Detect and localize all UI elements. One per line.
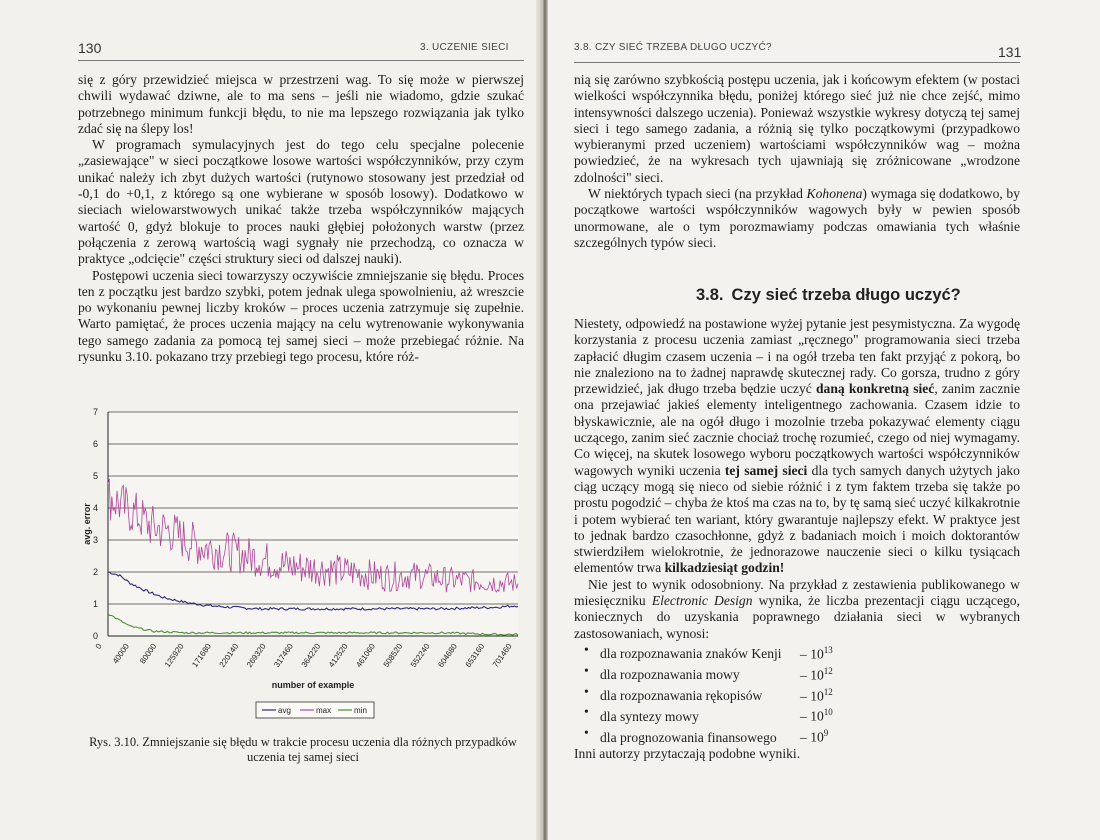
y-tick-label: 1 [92,599,98,609]
x-tick-label: 412520 [326,641,350,670]
paragraph-kohonen: W niektórych typach sieci (na przykład Kohonena) wymaga się dodatkowo, by początkowe wartości współczynników wagowych były w pewien sposób unormowane, ale o tym porozmawiamy podczas omawiania tych właśnie szczególnych typów sieci. [574,186,1020,250]
right-body-text-top [574,72,1020,251]
y-tick-label: 5 [92,471,98,481]
y-tick-label: 7 [92,407,98,417]
paragraph: Inni autorzy przytaczają podobne wyniki. [574,746,801,762]
x-tick-label: 653160 [463,641,487,670]
right-page [548,0,1100,840]
error-chart [78,396,530,726]
x-axis-label: number of example [271,680,355,690]
x-tick-label: 40000 [110,641,131,666]
section-number: 3.8. [696,286,724,304]
x-tick-label: 80000 [138,641,159,666]
x-tick-label: 0 [93,641,104,651]
paragraph: Nie jest to wynik odosobniony. Na przykład z zestawienia publikowanego w miesięczniku Electronic Design wynika, że liczba prezentacji ciągu uczącego, koniecznych do uzyskania poprawnego działania sieci w wybranych zastosowaniach, wynosi: [574,576,1020,641]
legend-label: max [316,706,332,715]
list-item: • dla rozpoznawania znaków Kenji – $10^{13}$ [584,642,1020,663]
paragraph: się z góry przewidzieć miejsca w przestrzeni wag. To się może w pierwszej chwili wydawać dziwne, ale to ma sens – jeśli nie wiadomo, gdzie szukać potrzebnego minimum funkcji błędu, to nie ma lepszego rozwiązania jak tylko zdać się na ślepy los! [78,72,524,136]
paragraph: nią się zarówno szybkością postępu uczenia, jak i końcowym efektem (w postaci wielkości współczynnika błędu, poniżej którego sieć już nie chce zejść, mimo intensywności dalszego uczenia). Ponieważ wszystkie wykresy dotyczą tej samej sieci i tego samego zadania, a różnią się tylko początkowymi (przypadkowo wybieranymi przed uczeniem) wartościami współczynników wag – można powiedzieć, że na wykresach tych ujawniają się zróżnicowane „wrodzone zdolności" sieci. [574,72,1020,185]
page-number-left: 130 [78,40,102,56]
legend-label: min [354,706,367,715]
paragraph: Niestety, odpowiedź na postawione wyżej pytanie jest pesymistyczna. Za wygodę korzystania z procesu uczenia zamiast „ręcznego" programowania sieci trzeba zapłacić długim czasem uczenia – i na ogół trzeba ten fakt przyjąć z pokorą, bo nie znaleziono na to żadnej naprawdę skutecznej rady. Co gorsza, trudno z góry przewidzieć, jak długo trzeba będzie uczyć daną konkretną sieć, zanim zacznie ona przejawiać jakieś elementy inteligentnego zachowania. Czasem idzie to błyskawicznie, ale na ogół długo i mozolnie trzeba pokazywać elementy ciągu uczącego, zanim sieć zacznie chociaż trochę rozumieć, czego od niej wymagamy. Co więcej, na skutek losowego wyboru początkowych wartości współczynników wagowych wyniki uczenia tej samej sieci dla tych samych danych użytych jako ciąg uczący mogą się nieco od siebie różnić i z tym faktem trzeba się także po prostu pogodzić – chyba że ktoś ma czas na to, by tę samą sieć uczyć kilkakrotnie i potem wybierać ten wariant, który gwarantuje najlepszy efekt. W praktyce jest to jednak bardzo czasochłonne, gdyż z badaniach moich i moich doktorantów stwierdziłem wielokrotnie, że jednorazowe nauczenie sieci o kilku tysiącach elementów trwa kilkadziesiąt godzin! [574,316,1021,576]
legend-label: avg [278,706,291,715]
list-item: • dla rozpoznawania rękopisów – $10^{12}$ [584,684,1020,705]
left-body-text [78,72,524,365]
x-tick-label: 220140 [217,641,241,670]
x-tick-label: 171680 [190,641,213,670]
x-tick-label: 552240 [408,641,432,670]
y-tick-label: 2 [92,567,98,577]
running-head-right: 3.8. CZY SIEĆ TRZEBA DŁUGO UCZYĆ? [574,42,772,53]
section-heading [696,286,961,305]
x-tick-label: 508520 [381,641,405,670]
x-tick-label: 125920 [162,641,186,670]
y-tick-label: 3 [92,535,98,545]
paragraph: W programach symulacyjnych jest do tego celu specjalne polecenie „zasiewające" w sieci początkowe losowe wartości współczynników, przy czym unikać należy ich zbyt dużych wartości (rutynowo stosowany jest przedział od -0,1 do +0,1, z którego są one wybierane w sposób losowy). Dodatkowo w sieciach wielowarstwowych unikać także trzeba współczynników mających wartość 0, gdyż blokuje to proces nauki głębiej położonych warstw (przez połączenia z zerową wartością wagi sygnały nie przechodzą, co oznacza w praktyce „odcięcie" części struktury sieci od dalszej nauki). [78,137,524,267]
left-page [0,0,542,840]
y-tick-label: 6 [92,439,98,449]
list-item: • dla syntezy mowy – $10^{10}$ [584,704,1020,725]
right-body-text-bottom [574,316,1020,762]
paragraph: Postępowi uczenia sieci towarzyszy oczywiście zmniejszanie się błędu. Proces ten z początku jest bardzo szybki, potem jednak ulega spowolnieniu, aż wreszcie po wykonaniu pewnej liczby kroków – proces uczenia zatrzymuje się zupełnie. Warto pamiętać, że proces uczenia mający na celu wytrenowanie wykonywania tego samego zadania za pomocą tej samej sieci – może przebiegać różnie. Na rysunku 3.10. pokazano trzy przebiegi tego procesu, które róż- [78,267,524,365]
error-chart-svg [78,396,530,726]
header-rule-right [574,62,1020,63]
x-tick-label: 604680 [436,641,459,670]
x-tick-label: 269320 [244,641,268,670]
y-tick-label: 0 [92,631,98,641]
x-tick-label: 364220 [299,641,323,670]
header-rule-left [78,60,524,61]
x-tick-label: 461060 [354,641,377,670]
x-tick-label: 317460 [272,641,295,670]
running-head-left: 3. UCZENIE SIECI [420,42,509,53]
section-title: Czy sieć trzeba długo uczyć? [731,286,961,304]
bullet-list [574,642,1020,746]
page-number-right: 131 [998,44,1022,60]
y-axis-label: avg. error [82,503,92,545]
plot-area [108,412,518,636]
x-tick-label: 701460 [490,641,514,670]
y-tick-label: 4 [92,503,98,513]
figure-caption: Rys. 3.10. Zmniejszanie się błędu w trakcie procesu uczenia dla różnych przypadków uczenia tej samej sieci [89,735,517,764]
list-item: • dla rozpoznawania mowy – $10^{12}$ [584,663,1020,684]
list-item: • dla prognozowania finansowego – $10^9$ [584,725,1020,746]
